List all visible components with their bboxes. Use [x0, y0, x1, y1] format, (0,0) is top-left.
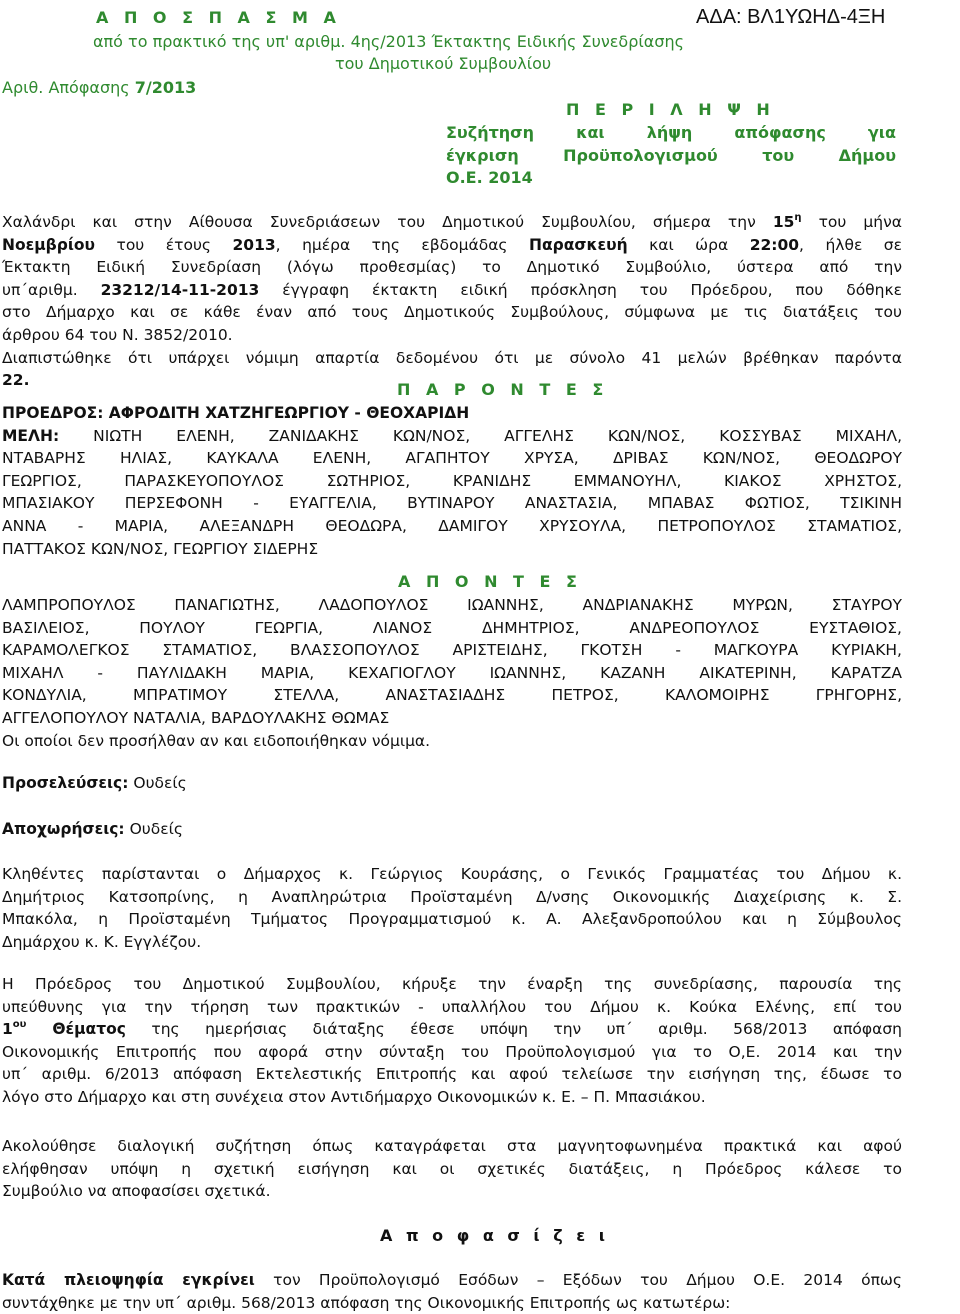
members-line: ΑΝΝΑ - ΜΑΡΙΑ, ΑΛΕΞΑΝΔΡΗ ΘΕΟΔΩΡΑ, ΔΑΜΙΓΟΥ ΧΡΥΣΟΥΛΑ, ΠΕΤΡΟΠΟΥΛΟΣ ΣΤΑΜΑΤΙΟΣ,: [2, 516, 902, 535]
discussion-paragraph: [2, 1135, 902, 1203]
absent-line: ΒΑΣΙΛΕΙΟΣ, ΠΟΥΛΟΥ ΓΕΩΡΓΙΑ, ΛΙΑΝΟΣ ΔΗΜΗΤΡΙΟΣ, ΑΝΔΡΕΟΠΟΥΛΟΣ ΕΥΣΤΑΘΙΟΣ,: [2, 618, 902, 637]
ordinal-suffix: η: [794, 212, 802, 223]
discussion-line: Ακολούθησε διαλογική συζήτηση όπως καταγράφεται στα μαγνητοφωνημένα πρακτικά και αφού: [2, 1137, 902, 1155]
opening-paragraph: [2, 973, 902, 1109]
arrivals-value: Ουδείς: [128, 774, 187, 792]
opening-line: υπ΄ αριθμ. 6/2013 απόφαση Εκτελεστικής Επιτροπής και αφού τελείωσε την εισήγηση της, έδωσε το: [2, 1065, 902, 1084]
absent-line: ΚΑΡΑΜΟΛΕΓΚΟΣ ΣΤΑΜΑΤΙΟΣ, ΒΛΑΣΣΟΠΟΥΛΟΣ ΑΡΙΣΤΕΙΔΗΣ, ΓΚΟΤΣΗ - ΜΑΓΚΟΥΡΑ ΚΥΡΙΑΚΗ,: [2, 641, 902, 660]
absent-line: ΑΓΓΕΛΟΠΟΥΛΟΥ ΝΑΤΑΛΙΑ, ΒΑΡΔΟΥΛΑΚΗΣ ΘΩΜΑΣ: [2, 708, 390, 727]
discussion-line: Συμβούλιο να αποφασίσει σχετικά.: [2, 1182, 271, 1201]
members-label: ΜΕΛΗ:: [2, 426, 60, 445]
intro-paragraph: [2, 211, 902, 392]
invited-line: Κληθέντες παρίστανται ο Δήμαρχος κ. Γεώργιος Κουράσης, ο Γενικός Γραμματέας του Δήμου κ.: [2, 865, 902, 883]
meeting-month: Νοεμβρίου: [2, 235, 95, 254]
quorum-line: Διαπιστώθηκε ότι υπάρχει νόμιμη απαρτία δεδομένου ότι με σύνολο 41 μελών βρέθηκαν παρόντα: [2, 348, 902, 367]
absent-line: ΛΑΜΠΡΟΠΟΥΛΟΣ ΠΑΝΑΓΙΩΤΗΣ, ΛΑΔΟΠΟΥΛΟΣ ΙΩΑΝΝΗΣ, ΑΝΔΡΙΑΝΑΚΗΣ ΜΥΡΩΝ, ΣΤΑΥΡΟΥ: [2, 596, 902, 614]
closing-line: [2, 1269, 902, 1292]
absent-list: [2, 594, 902, 752]
closing-paragraph: [2, 1269, 902, 1314]
decision-label: Αριθ. Απόφασης: [2, 78, 130, 97]
absent-title: Α Π Ο Ν Τ Ε Σ: [398, 572, 582, 591]
members-text: ΝΙΩΤΗ ΕΛΕΝΗ, ΖΑΝΙΔΑΚΗΣ ΚΩΝ/ΝΟΣ, ΑΓΓΕΛΗΣ ΚΩΝ/ΝΟΣ, ΚΟΣΣΥΒΑΣ ΜΙΧΑΗΛ,: [59, 426, 902, 445]
subject-number: 1: [2, 1020, 13, 1039]
invitation-number: 23212/14-11-2013: [100, 280, 260, 299]
decision-number: [2, 78, 196, 97]
departures-label: Αποχωρήσεις:: [2, 820, 125, 838]
opening-line: Οικονομικής Επιτροπής που αφορά στην σύνταξη του Προϋπολογισμού για το Ο,Ε. 2014 και την: [2, 1042, 902, 1061]
intro-text: Χαλάνδρι και στην Αίθουσα Συνεδριάσεων του Δημοτικού Συμβουλίου, σήμερα την: [2, 213, 773, 231]
intro-line: [2, 211, 902, 234]
intro-line: Έκτακτη Ειδική Συνεδρίαση (λόγω προθεσμίας) το Δημοτικό Συμβούλιο, ύστερα από την: [2, 258, 902, 277]
intro-text: , ημέρα της εβδομάδας: [275, 235, 530, 254]
opening-line: υπεύθυνης για την τήρηση των πρακτικών - υπαλλήλου του Δήμου κ. Κούκα Ελένης, επί του: [2, 997, 902, 1016]
opening-text: της ημερήσιας διάταξης έθεσε υπόψη την υπ΄ αριθμ. 568/2013 απόφαση: [125, 1020, 902, 1039]
invited-line: Δημάρχου κ. Κ. Εγγλέζου.: [2, 932, 202, 951]
discussion-line: ελήφθησαν υπόψη η σχετική εισήγηση και οι σχετικές διατάξεις, η Πρόεδρος κάλεσε το: [2, 1159, 902, 1178]
absent-line: ΚΟΝΔΥΛΙΑ, ΜΠΡΑΤΙΜΟΥ ΣΤΕΛΛΑ, ΑΝΑΣΤΑΣΙΑΔΗΣ ΠΕΤΡΟΣ, ΚΑΛΟΜΟΙΡΗΣ ΓΡΗΓΟΡΗΣ,: [2, 686, 902, 705]
intro-line: στο Δήμαρχο και σε κάθε έναν από τους Δημοτικούς Συμβούλους, σύμφωνα με τις διατάξεις του: [2, 303, 902, 322]
intro-line: άρθρου 64 του Ν. 3852/2010.: [2, 325, 233, 344]
summary-line: Ο.Ε. 2014: [446, 168, 533, 187]
meeting-time: 22:00: [749, 235, 800, 254]
opening-line: [2, 1018, 902, 1041]
present-title: Π Α Ρ Ο Ν Τ Ε Σ: [397, 380, 609, 399]
decides-title: Α π ο φ α σ ί ζ ε ι: [380, 1226, 609, 1245]
members-line: ΠΑΤΤΑΚΟΣ ΚΩΝ/ΝΟΣ, ΓΕΩΡΓΙΟΥ ΣΙΔΕΡΗΣ: [2, 539, 319, 558]
intro-text: έγγραφη έκτακτη ειδική πρόσκληση του Πρόεδρου, που δόθηκε: [259, 280, 902, 299]
arrivals: [2, 774, 187, 792]
invited-line: Δημήτριος Κατσοπρίνης, η Αναπληρώτρια Προϊσταμένη Δ/νσης Οικονομικής Διαχείρισης κ. Σ.: [2, 887, 902, 906]
present-list: [2, 402, 902, 560]
departures-value: Ουδείς: [124, 820, 183, 838]
meeting-year: 2013: [232, 235, 276, 254]
majority-approval: Κατά πλειοψηφία εγκρίνει: [2, 1271, 255, 1289]
invited-line: Μπακόλα, η Προϊσταμένη Τμήματος Προγραμματισμού κ. Α. Αλεξανδροπούλου και η Σύμβουλος: [2, 910, 902, 929]
president-line: ΠΡΟΕΔΡΟΣ: ΑΦΡΟΔΙΤΗ ΧΑΤΖΗΓΕΩΡΓΙΟΥ - ΘΕΟΧΑΡΙΔΗ: [2, 404, 470, 422]
intro-text: και ώρα: [627, 235, 750, 254]
summary-line: έγκριση Προϋπολογισμού του Δήμου: [446, 145, 896, 165]
arrivals-label: Προσελεύσεις:: [2, 774, 129, 792]
minutes-reference-text: από το πρακτικό της υπ' αριθμ. 4ης/2013 Έκτακτης Ειδικής Συνεδρίασης: [93, 32, 684, 51]
departures: [2, 820, 183, 838]
intro-line: [2, 279, 902, 302]
intro-text: υπ΄αριθμ.: [2, 280, 101, 299]
subject-label: Θέματος: [26, 1020, 126, 1039]
present-count: 22.: [2, 371, 30, 390]
summary-text: [446, 122, 896, 190]
summary-title: Π Ε Ρ Ι Λ Η Ψ Η: [566, 100, 775, 119]
absent-line: ΜΙΧΑΗΛ - ΠΑΥΛΙΔΑΚΗ ΜΑΡΙΑ, ΚΕΧΑΓΙΟΓΛΟΥ ΙΩΑΝΝΗΣ, ΚΑΖΑΝΗ ΑΙΚΑΤΕΡΙΝΗ, ΚΑΡΑΤΖΑ: [2, 663, 902, 682]
council-name: του Δημοτικού Συμβουλίου: [335, 54, 552, 73]
invited-paragraph: [2, 863, 902, 953]
summary-line: Συζήτηση και λήψη απόφασης για: [446, 123, 896, 142]
members-line: [2, 425, 902, 448]
decision-value: 7/2013: [134, 78, 197, 97]
excerpt-heading: Α Π Ο Σ Π Α Σ Μ Α: [96, 8, 341, 27]
intro-text: του έτους: [95, 235, 233, 254]
intro-line: [2, 234, 902, 257]
ada-code: ΑΔΑ: ΒΛ1ΥΩΗΔ-4ΞΗ: [696, 6, 886, 28]
closing-text: τον Προϋπολογισμό Εσόδων – Εξόδων του Δήμου Ο.Ε. 2014 όπως: [254, 1271, 903, 1289]
members-line: ΜΠΑΣΙΑΚΟΥ ΠΕΡΣΕΦΟΝΗ - ΕΥΑΓΓΕΛΙΑ, ΒΥΤΙΝΑΡΟΥ ΑΝΑΣΤΑΣΙΑ, ΜΠΑΒΑΣ ΦΩΤΙΟΣ, ΤΣΙΚΙΝΗ: [2, 494, 902, 513]
meeting-day: 15: [772, 213, 795, 231]
members-line: ΓΕΩΡΓΙΟΣ, ΠΑΡΑΣΚΕΥΟΠΟΥΛΟΣ ΣΩΤΗΡΙΟΣ, ΚΡΑΝΙΔΗΣ ΕΜΜΑΝΟΥΗΛ, ΚΙΑΚΟΣ ΧΡΗΣΤΟΣ,: [2, 471, 902, 490]
opening-line: Η Πρόεδρος του Δημοτικού Συμβουλίου, κήρυξε την έναρξη της συνεδρίασης, παρουσία της: [2, 975, 902, 993]
absent-note: Οι οποίοι δεν προσήλθαν αν και ειδοποιήθηκαν νόμιμα.: [2, 731, 431, 750]
intro-text: , ήλθε σε: [799, 235, 903, 254]
minutes-reference: [93, 32, 684, 51]
meeting-weekday: Παρασκευή: [529, 235, 628, 254]
opening-line: λόγο στο Δήμαρχο και στη συνέχεια στον Αντιδήμαρχο Οικονομικών κ. Ε. – Π. Μπασιάκου.: [2, 1087, 706, 1106]
members-line: ΝΤΑΒΑΡΗΣ ΗΛΙΑΣ, ΚΑΥΚΑΛΑ ΕΛΕΝΗ, ΑΓΑΠΗΤΟΥ ΧΡΥΣΑ, ΔΡΙΒΑΣ ΚΩΝ/ΝΟΣ, ΘΕΟΔΩΡΟΥ: [2, 449, 902, 468]
ordinal-suffix: ου: [12, 1019, 27, 1031]
intro-text: του μήνα: [801, 213, 902, 231]
closing-line: συντάχθηκε με την υπ΄ αριθμ. 568/2013 απόφαση της Οικονομικής Επιτροπής ως κατωτέρω:: [2, 1293, 731, 1312]
